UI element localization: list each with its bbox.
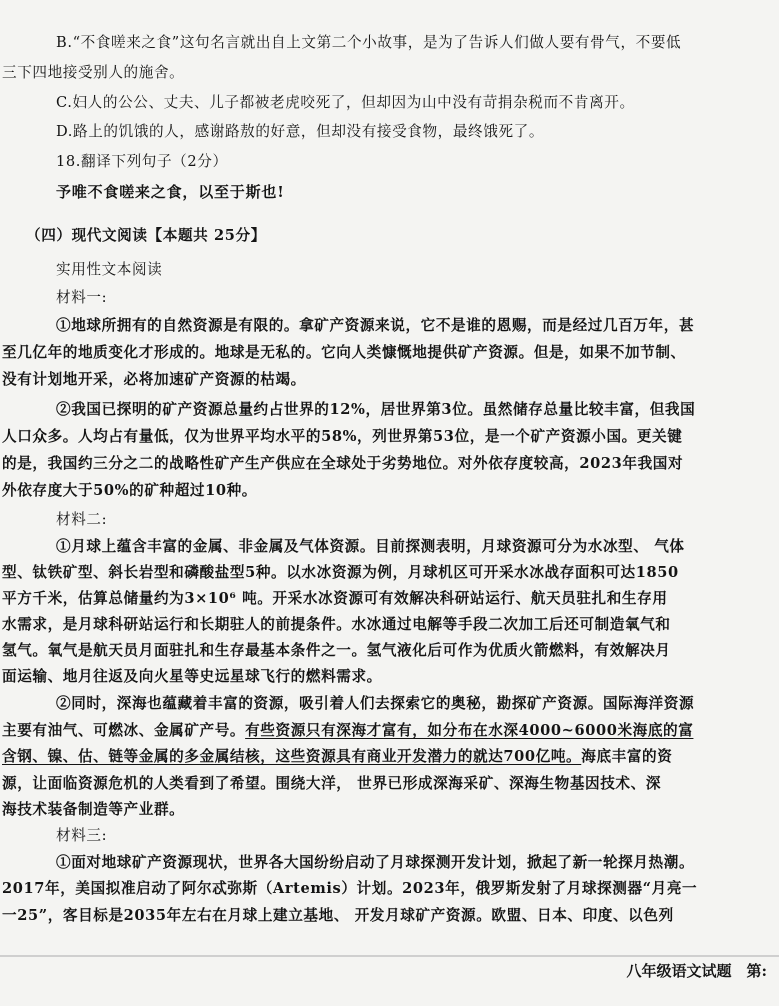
material-2-p2-line-5: 海技术装备制造等产业群。 <box>2 801 185 818</box>
material-2-p1-line-5: 氢气。氧气是航天员月面驻扎和生存最基本条件之一。氢气液化后可作为优质火箭燃料，有效解决月 <box>2 642 671 659</box>
material-2-p1-line-3: 平方千米，估算总储量约为3×10⁶ 吨。开采水冰资源可有效解决科研站运行、航天员驻扎和生存用 <box>2 590 668 607</box>
material-1-p2-line-1: ②我国已探明的矿产资源总量约占世界的12%，居世界第3位。虽然储存总量比较丰富，但我国 <box>56 401 696 418</box>
section-4-heading: （四）现代文阅读【本题共 25分】 <box>26 227 266 244</box>
material-3-title: 材料三: <box>56 827 108 844</box>
material-1-title: 材料一: <box>56 289 108 306</box>
material-1-p1-line-3: 没有计划地开采，必将加速矿产资源的枯竭。 <box>2 371 306 388</box>
footer-divider <box>0 955 779 957</box>
question-18-sentence: 予唯不食嗟来之食，以至于斯也! <box>56 183 285 201</box>
option-c: C.妇人的公公、丈夫、儿子都被老虎咬死了，但却因为山中没有苛捐杂税而不肯离开。 <box>56 94 635 111</box>
material-2-p1-line-2: 型、钛铁矿型、斜长岩型和磷酸盐型5种。以水冰资源为例，月球机区可开采水冰战存面积可达1850 <box>2 564 679 581</box>
underlined-sentence-part-1: 有些资源只有深海才富有，如分布在水深4000~6000米海底的富 <box>245 722 694 739</box>
material-2-p2-line-3 <box>2 747 672 767</box>
material-2-title: 材料二: <box>56 511 108 528</box>
material-2-p1-line-1: ①月球上蕴含丰富的金属、非金属及气体资源。目前探测表明，月球资源可分为水冰型、 气体 <box>56 538 685 555</box>
material-1-p1-line-2: 至几亿年的地质变化才形成的。地球是无私的。它向人类慷慨地提供矿产资源。但是，如果不加节制、 <box>2 344 686 361</box>
material-2-p2-line-3-text: 海底丰富的资 <box>581 748 673 765</box>
option-b-line-1: B.“不食嗟来之食”这句名言就出自上文第二个小故事，是为了告诉人们做人要有骨气，不要低 <box>56 34 682 51</box>
option-b-line-2: 三下四地接受别人的施舍。 <box>2 64 185 81</box>
material-1-p2-line-2: 人口众多。人均占有量低，仅为世界平均水平的58%，列世界第53位，是一个矿产资源小国。更关键 <box>2 428 683 445</box>
material-2-p2-line-2 <box>2 721 693 741</box>
material-2-p1-line-4: 水需求，是月球科研站运行和长期驻人的前提条件。水冰通过电解等手段二次加工后还可制造氧气和 <box>2 616 671 633</box>
material-1-p2-line-4: 外依存度大于50%的矿种超过10种。 <box>2 482 258 499</box>
page-footer: 八年级语文试题 第: <box>626 962 767 980</box>
material-2-p2-line-2-text: 主要有油气、可燃冰、金属矿产号。 <box>2 722 246 739</box>
material-2-p2-line-4: 源，让面临资源危机的人类看到了希望。围绕大洋， 世界已形成深海采矿、深海生物基因技术、深 <box>2 775 662 792</box>
material-3-p1-line-2: 2017年，美国拟准启动了阿尔忒弥斯（Artemis）计划。2023年，俄罗斯发射了月球探测器“月亮一 <box>2 880 698 897</box>
material-1-p1-line-1: ①地球所拥有的自然资源是有限的。拿矿产资源来说，它不是谁的恩赐，而是经过几百万年，甚 <box>56 317 695 334</box>
question-18: 18.翻译下列句子（2分） <box>56 153 228 170</box>
material-2-p1-line-6: 面运输、地月往返及向火星等史远星球飞行的燃料需求。 <box>2 668 382 685</box>
material-1-p2-line-3: 的是，我国约三分之二的战略性矿产生产供应在全球处于劣势地位。对外依存度较高，2023年我国对 <box>2 455 684 472</box>
material-3-p1-line-3: 一25”，客目标是2035年左右在月球上建立基地、 开发月球矿产资源。欧盟、日本、印度、以色列 <box>2 907 674 924</box>
section-subtitle: 实用性文本阅读 <box>56 261 163 278</box>
option-d: D.路上的饥饿的人，感谢路敖的好意，但却没有接受食物，最终饿死了。 <box>56 123 545 140</box>
material-2-p2-line-1: ②同时，深海也蕴藏着丰富的资源，吸引着人们去探索它的奥秘，勘探矿产资源。国际海洋资源 <box>56 695 695 712</box>
material-3-p1-line-1: ①面对地球矿产资源现状，世界各大国纷纷启动了月球探测开发计划，掀起了新一轮探月热潮。 <box>56 854 695 871</box>
underlined-sentence-part-2: 含钢、镍、估、链等金属的多金属结核，这些资源具有商业开发潜力的就达700亿吨。 <box>2 748 582 765</box>
